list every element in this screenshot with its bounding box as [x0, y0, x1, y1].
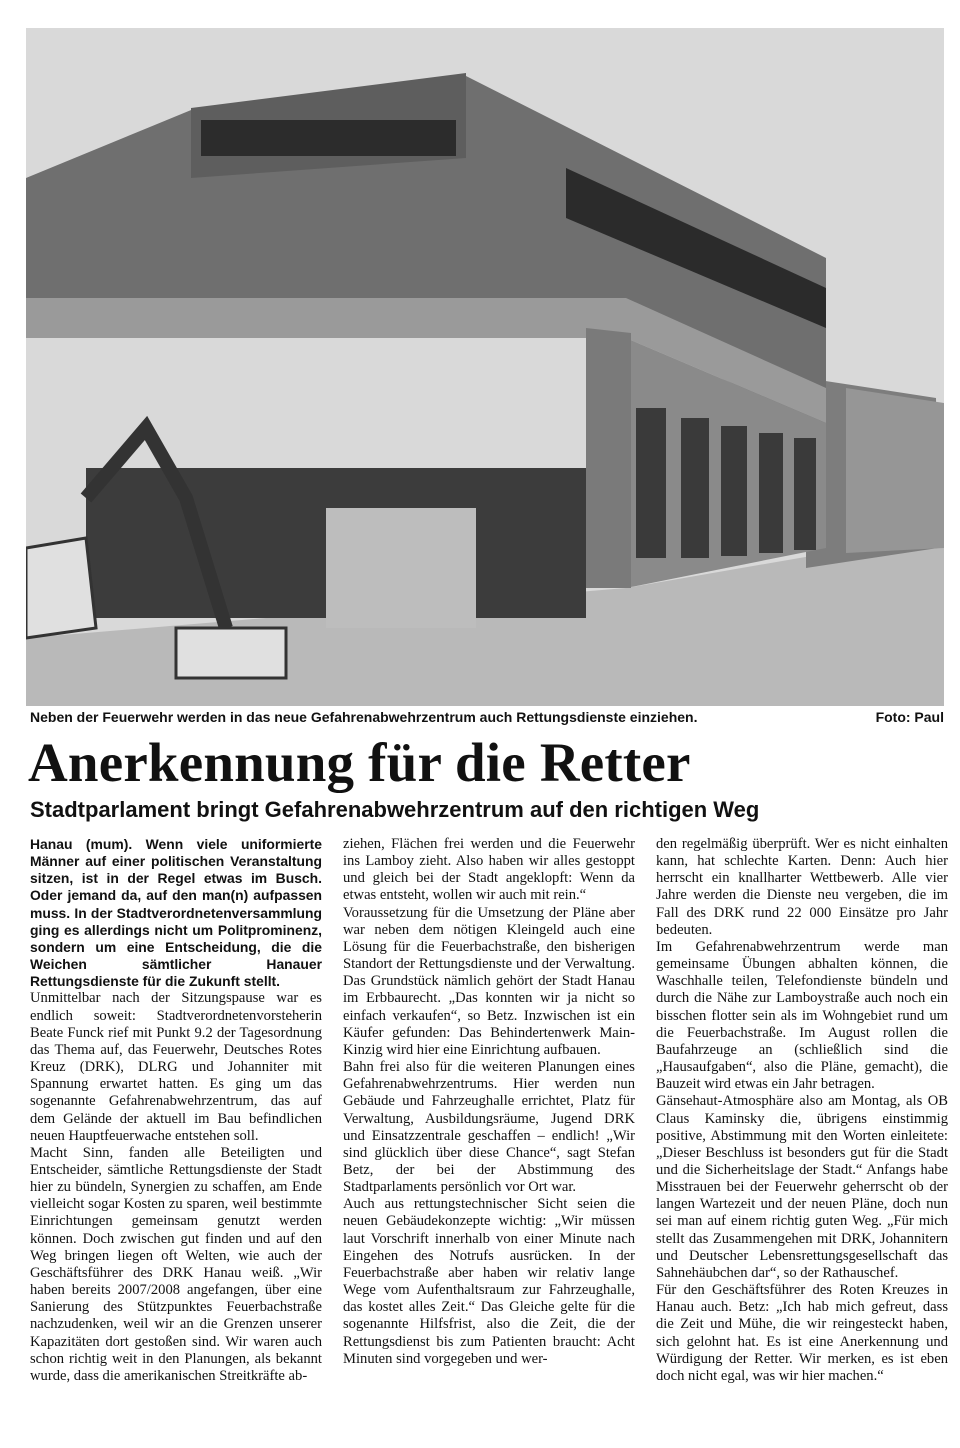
paragraph: den regelmäßig überprüft. Wer es nicht einhalten kann, hat schlechte Karten. Denn: Auch hier herrscht ein knallharter Wettbewerb. Alle vier Jahre werden die Dienste neu vergeben, die im Fall des DRK rund 22 000 Einsätze pro Jahr bedeuten.	[656, 836, 948, 938]
column-3	[656, 836, 948, 1440]
caption-text: Neben der Feuerwehr werden in das neue Gefahrenabwehrzentrum auch Rettungsdienste einziehen.	[30, 709, 698, 725]
column-1	[30, 836, 322, 1440]
paragraph: Macht Sinn, fanden alle Beteiligten und Entscheider, sämtliche Rettungsdienste der Stadt hier zu bündeln, Synergien zu schaffen, am Ende vielleicht sogar Kosten zu sparen, weil bestimmte Einrichtungen gemeinsam genutzt werden können. Doch zwischen gut finden und auf den Weg bringen liegen oft Welten, wie auch der Geschäftsführer des DRK Hanau weiß. „Wir haben bereits 2007/2008 angefangen, über eine Sanierung des Stützpunktes Feuerbachstraße nachzudenken, weil wir an die Grenzen unserer Kapazitäten dort gestoßen sind. Wir waren auch schon richtig weit in den Planungen, als bekannt wurde, dass die amerikanischen Streitkräfte ab-	[30, 1144, 322, 1384]
column-2	[343, 836, 635, 1440]
article-headline: Anerkennung für die Retter	[28, 732, 691, 793]
photo-credit: Foto: Paul	[875, 709, 944, 725]
paragraph: Voraussetzung für die Umsetzung der Pläne aber war neben dem nötigen Kleingeld auch eine Lösung für die Feuerbachstraße, den bisherigen Standort der Rettungsdienste und der Verwaltung. Das Grundstück nämlich gehört der Stadt Hanau im Erbbaurecht. „Das konnten wir ja nicht so einfach verkaufen“, so Betz. Inzwischen ist ein Käufer gefunden: Das Behindertenwerk Main-Kinzig wird hier eine Einrichtung aufbauen.	[343, 904, 635, 1058]
paragraph: Für den Geschäftsführer des Roten Kreuzes in Hanau auch. Betz: „Ich hab mich gefreut, dass die Zeit und Mühe, die wir reingesteckt haben, sich gelohnt hat. Es ist eine Anerkennung und Würdigung der Retter. Wir merken, es ist eben doch nicht egal, was wir hier machen.“	[656, 1282, 948, 1384]
paragraph: Gänsehaut-Atmosphäre also am Montag, als OB Claus Kaminsky die, übrigens einstimmig positive, Abstimmung mit den Worten einleitete: „Dieser Beschluss ist besonders gut für die Stadt und die Sicherheitslage der Stadt.“ Anfangs habe Misstrauen bei der Feuerwehr geherrscht ob der langen Wartezeit und der neuen Pläne, doch nun sei man auf einem richtig guten Weg. „Für mich stellt das Zusammengehen mit DRK, Johannitern und Deutscher Lebensrettungsgesellschaft das Sahnehäubchen dar“, so der Rathauschef.	[656, 1093, 948, 1281]
article-body	[30, 836, 948, 1440]
article-photo	[26, 28, 944, 706]
paragraph: Unmittelbar nach der Sitzungspause war es endlich soweit: Stadtverordnetenvorsteherin Beate Funck rief mit Punkt 9.2 der Tagesordnung das Thema auf, das Feuerwehr, Deutsches Rotes Kreuz (DRK), DLRG und Johanniter mit Spannung erwartet hatten. Es ging um das sogenannte Gefahrenabwehrzentrum, das auf dem Gelände der aktuell im Bau befindlichen neuen Hauptfeuerwache entstehen soll.	[30, 990, 322, 1144]
paragraph: Im Gefahrenabwehrzentrum werde man gemeinsame Übungen abhalten können, die Waschhalle teilen, Telefondienste bündeln und durch die Nähe zur Lamboystraße auch noch ein bisschen flotter sein als im Wohngebiet rund um die Feuerbachstraße. Im August rollen die Baufahrzeuge an (schließlich sind die „Hausaufgaben“, also die Pläne, gemacht), die Bauzeit wird etwas ein Jahr betragen.	[656, 938, 948, 1093]
building-photo-illustration	[26, 28, 944, 706]
article-lead: Hanau (mum). Wenn viele uniformierte Männer auf einer politischen Veranstaltung sitzen, ist in der Regel etwas im Busch. Oder jemand da, auf den man(n) aufpassen muss. In der Stadtverordnetenversammlung ging es allerdings nicht um Politprominenz, sondern um eine Entscheidung, die die Weichen sämtlicher Hanauer Rettungsdienste für die Zukunft stellt.	[30, 836, 322, 990]
photo-caption	[30, 707, 944, 729]
article-subheadline: Stadtparlament bringt Gefahrenabwehrzentrum auf den richtigen Weg	[30, 797, 760, 822]
paragraph: ziehen, Flächen frei werden und die Feuerwehr ins Lamboy zieht. Also haben wir alles gestoppt und gleich bei der Stadt angeklopft: Wenn da etwas entsteht, wollen wir auch mit rein.“	[343, 836, 635, 904]
paragraph: Bahn frei also für die weiteren Planungen eines Gefahrenabwehrzentrums. Hier werden nun Gebäude und Fahrzeughalle errichtet, Platz für Verwaltung, Ausbildungsräume, Jugend DRK und Einsatzzentrale geschaffen – endlich! „Wir sind glücklich über diese Chance“, sagt Stefan Betz, der bei der Abstimmung des Stadtparlaments persönlich vor Ort war.	[343, 1059, 635, 1196]
paragraph: Auch aus rettungstechnischer Sicht seien die neuen Gebäudekonzepte wichtig: „Wir müssen laut Vorschrift innerhalb von einer Minute nach Eingehen des Notrufs ausrücken. In der Feuerbachstraße aber haben wir relativ lange Wege vom Aufenthaltsraum zur Fahrzeughalle, das kostet alles Zeit.“ Das Gleiche gelte für die sogenannte Hilfsfrist, also die Zeit, die der Rettungsdienst bis zum Patienten braucht: Acht Minuten sind vorgegeben und wer-	[343, 1196, 635, 1367]
